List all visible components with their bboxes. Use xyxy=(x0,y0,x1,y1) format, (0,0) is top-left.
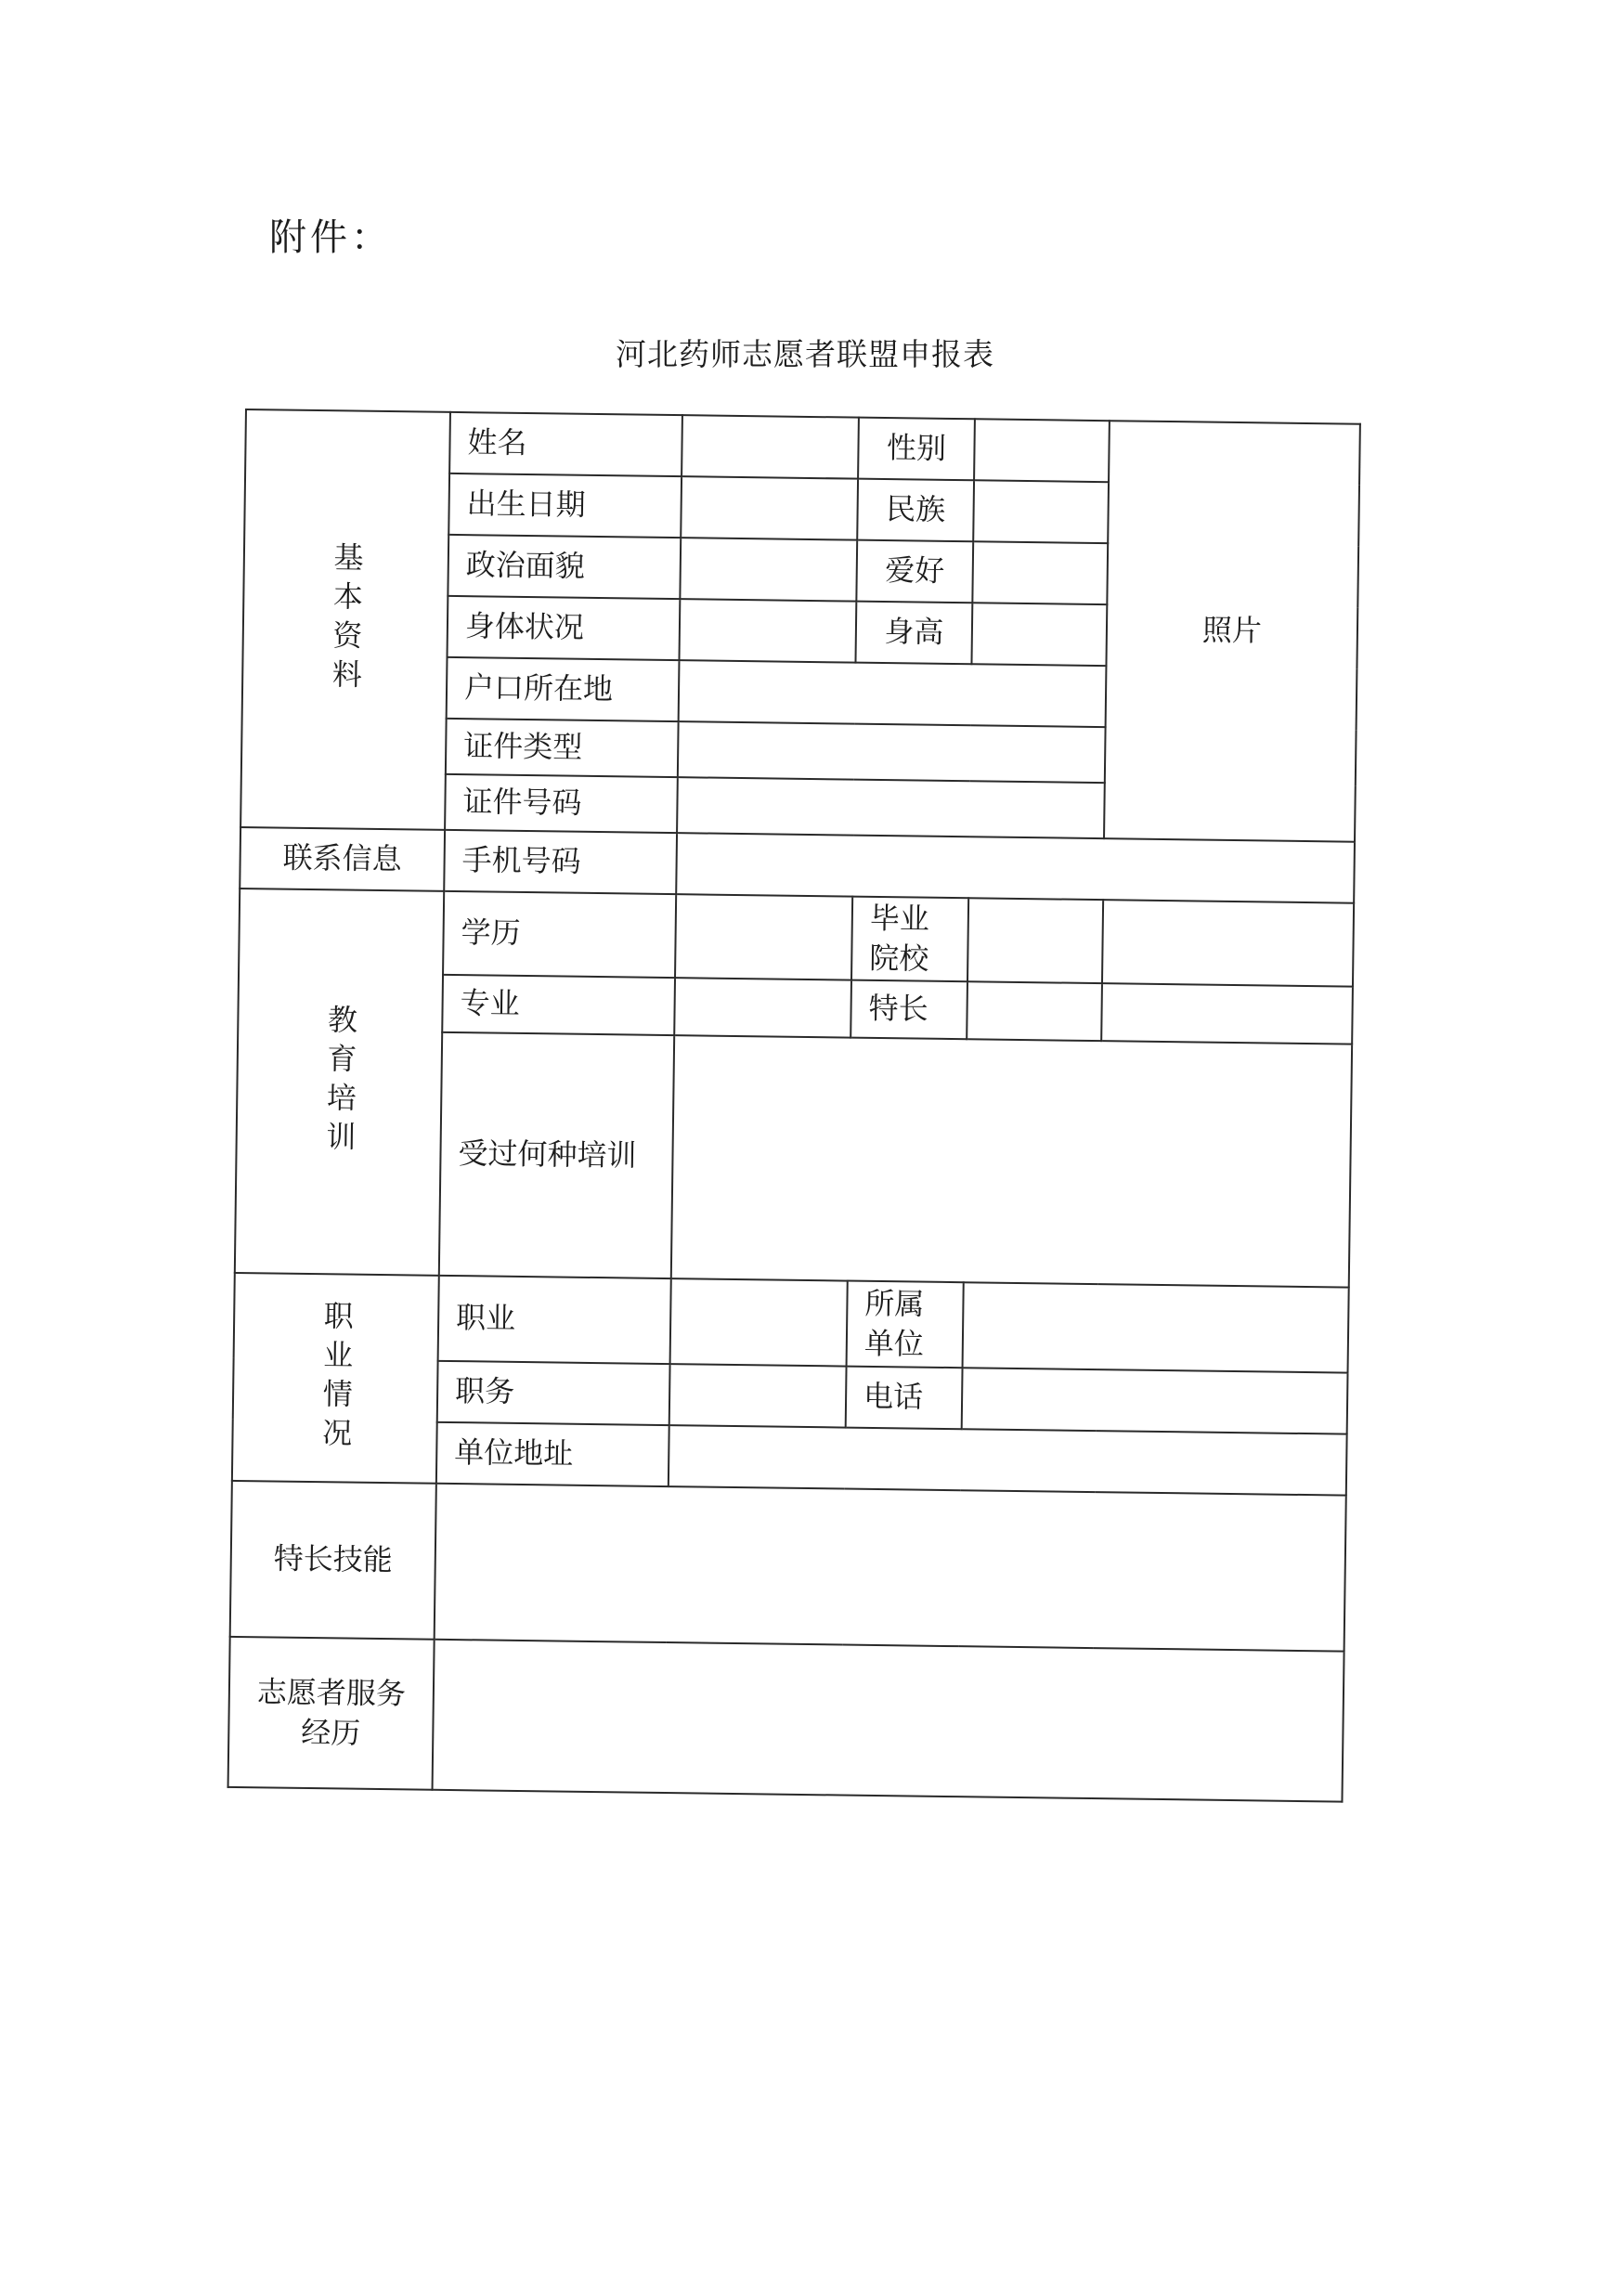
label-name: 姓名 xyxy=(449,412,682,476)
label-school xyxy=(851,897,968,982)
mobile-field[interactable] xyxy=(676,833,1355,903)
specialty-field-a[interactable] xyxy=(967,981,1102,1041)
section-career xyxy=(232,1273,439,1484)
label-phone: 电话 xyxy=(846,1367,963,1430)
label-hobby: 爱好 xyxy=(856,540,973,603)
id-number-field[interactable] xyxy=(677,777,1105,838)
photo-box[interactable] xyxy=(1104,421,1360,841)
label-ethnicity: 民族 xyxy=(857,479,974,542)
attachment-label: 附件： xyxy=(269,216,392,259)
label-training: 受过何种培训 xyxy=(439,1032,674,1278)
label-id-number: 证件号码 xyxy=(445,774,678,833)
label-id-type: 证件类型 xyxy=(446,719,679,777)
label-degree: 学历 xyxy=(443,891,676,978)
service-field[interactable] xyxy=(433,1640,1344,1802)
phone-field[interactable] xyxy=(962,1368,1348,1433)
position-field[interactable] xyxy=(669,1364,847,1427)
label-gender: 性别 xyxy=(858,418,975,481)
label-household: 户口所在地 xyxy=(447,657,680,721)
gender-field[interactable] xyxy=(974,419,1110,482)
label-unit xyxy=(847,1281,964,1369)
address-field[interactable] xyxy=(669,1425,1347,1496)
label-mobile: 手机号码 xyxy=(444,830,677,894)
form-title: 河北药师志愿者联盟申报表 xyxy=(616,336,994,372)
political-status-field[interactable] xyxy=(680,538,857,601)
photo-label: 照片 xyxy=(1201,612,1263,649)
label-unit-line2: 单位 xyxy=(863,1325,925,1362)
major-field[interactable] xyxy=(674,978,851,1037)
label-health: 身体状况 xyxy=(448,596,681,660)
section-basic-label: 基本资料 xyxy=(327,541,365,698)
label-major: 专业 xyxy=(442,975,675,1035)
ethnicity-field[interactable] xyxy=(973,480,1109,543)
unit-field[interactable] xyxy=(963,1282,1349,1372)
specialty-field-b[interactable] xyxy=(1101,983,1353,1044)
section-education xyxy=(235,889,444,1276)
label-occupation: 职业 xyxy=(438,1276,671,1364)
height-field[interactable] xyxy=(971,603,1107,666)
school-field-a[interactable] xyxy=(967,898,1103,983)
degree-field[interactable] xyxy=(675,894,852,979)
school-field-b[interactable] xyxy=(1102,900,1354,987)
section-service-line1: 志愿者服务 xyxy=(256,1674,407,1712)
label-height: 身高 xyxy=(855,602,972,665)
section-contact: 联系信息 xyxy=(240,827,445,891)
birth-date-field[interactable] xyxy=(681,476,858,539)
section-service xyxy=(228,1637,435,1790)
name-field[interactable] xyxy=(682,415,859,478)
label-address: 单位地址 xyxy=(436,1422,669,1486)
label-school-line2: 院校 xyxy=(869,940,929,977)
household-field[interactable] xyxy=(679,660,1107,727)
label-school-line1: 毕业 xyxy=(869,900,930,937)
label-unit-line1: 所属 xyxy=(864,1285,925,1322)
application-form xyxy=(227,409,1361,1803)
label-specialty: 特长 xyxy=(850,980,967,1040)
label-political-status: 政治面貌 xyxy=(448,535,681,599)
section-career-label: 职业情况 xyxy=(317,1300,356,1457)
section-basic xyxy=(240,409,450,830)
label-birth-date: 出生日期 xyxy=(448,473,682,538)
health-field[interactable] xyxy=(679,599,856,662)
section-skills: 特长技能 xyxy=(230,1481,436,1640)
hobby-field[interactable] xyxy=(972,541,1108,604)
skills-field[interactable] xyxy=(435,1484,1346,1652)
id-type-field[interactable] xyxy=(678,721,1106,783)
section-education-label: 教育培训 xyxy=(321,1004,359,1161)
occupation-field[interactable] xyxy=(670,1278,848,1366)
training-field[interactable] xyxy=(671,1035,1352,1288)
label-position: 职务 xyxy=(437,1361,670,1425)
section-service-line2: 经历 xyxy=(301,1714,361,1751)
